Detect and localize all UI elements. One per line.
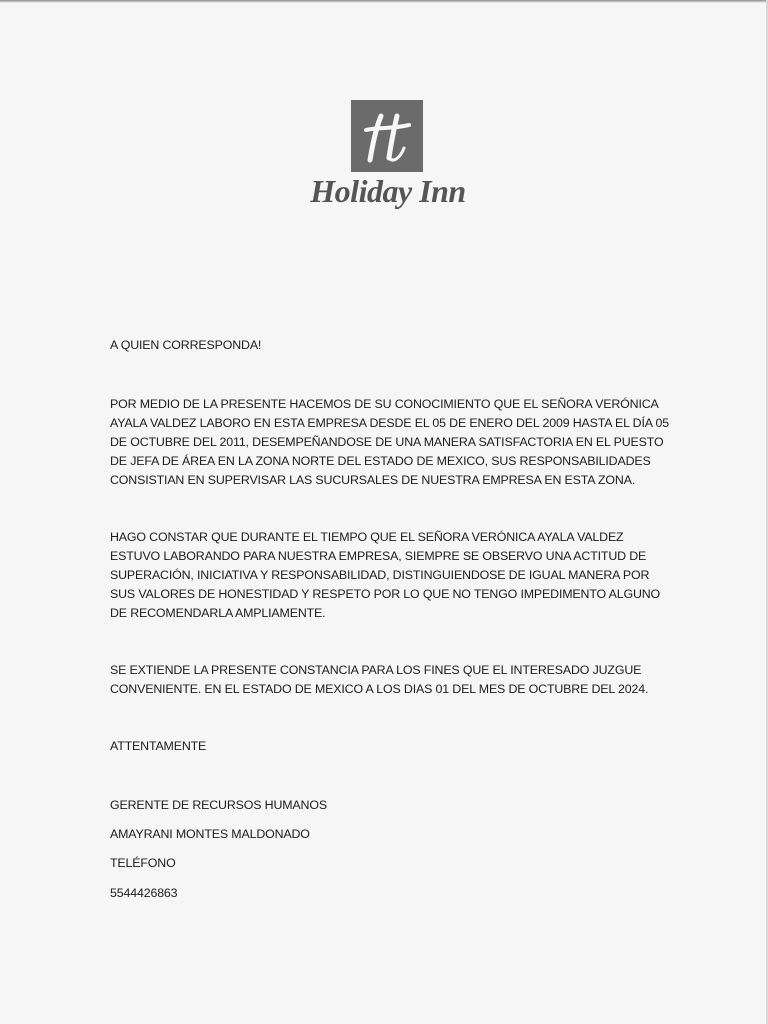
signature-name: AMAYRANI MONTES MALDONADO — [110, 827, 310, 841]
holiday-inn-wordmark: Holiday Inn — [310, 173, 466, 209]
holiday-inn-logo — [308, 100, 468, 220]
signature-phone-number: 5544426863 — [110, 886, 178, 900]
letter-closing: ATTENTAMENTE — [110, 739, 207, 753]
letter-paragraph-recommendation: HAGO CONSTAR QUE DURANTE EL TIEMPO QUE EL SEÑORA VERÓNICA AYALA VALDEZ ESTUVO LABORANDO PARA NUESTRA EMPRESA, SIEMPRE SE OBSERVO UNA ACTITUD DE SUPERACIÓN, INICIATIVA Y RESPONSABILIDAD, DISTINGUIENDOSE DE IGUAL MANERA POR SUS VALORES DE HONESTIDAD Y RESPETO POR LO QUE NO TENGO IMPEDIMENTO ALGUNO DE RECOMENDARLA AMPLIAMENTE. — [110, 530, 661, 620]
letter-paragraph-issuance: SE EXTIENDE LA PRESENTE CONSTANCIA PARA LOS FINES QUE EL INTERESADO JUZGUE CONVENIENTE. EN EL ESTADO DE MEXICO A LOS DIAS 01 DEL MES DE OCTUBRE DEL 2024. — [110, 663, 649, 696]
letter-salutation: A QUIEN CORRESPONDA! — [110, 338, 262, 352]
scan-top-edge — [0, 0, 768, 3]
signature-phone-label: TELÉFONO — [110, 856, 176, 870]
letter-paragraph-employment: POR MEDIO DE LA PRESENTE HACEMOS DE SU CONOCIMIENTO QUE EL SEÑORA VERÓNICA AYALA VALDEZ LABORO EN ESTA EMPRESA DESDE EL 05 DE ENERO DEL 2009 HASTA EL DÍA 05 DE OCTUBRE DEL 2011, DESEMPEÑANDOSE DE UNA MANERA SATISFACTORIA EN EL PUESTO DE JEFA DE ÁREA EN LA ZONA NORTE DEL ESTADO DE MEXICO, SUS RESPONSABILIDADES CONSISTIAN EN SUPERVISAR LAS SUCURSALES DE NUESTRA EMPRESA EN ESTA ZONA. — [110, 397, 669, 487]
signature-title: GERENTE DE RECURSOS HUMANOS — [110, 798, 327, 812]
holiday-inn-h-icon — [351, 100, 423, 172]
